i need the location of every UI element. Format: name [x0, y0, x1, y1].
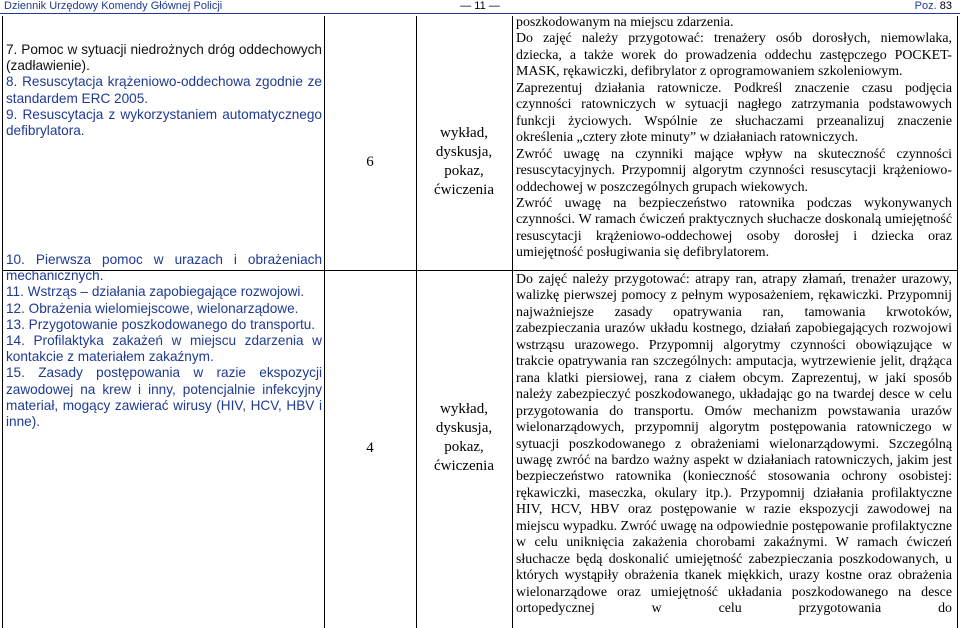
method-item: wykład,	[440, 401, 488, 417]
page-number: — 11 —	[460, 0, 500, 12]
method-item: dyskusja,	[435, 420, 493, 436]
curriculum-table	[0, 16, 960, 628]
table-divider-2	[416, 16, 417, 628]
table-divider-1	[324, 16, 325, 628]
journal-title: Dziennik Urzędowy Komendy Głównej Policji	[4, 0, 223, 12]
description-paragraph: Zaprezentuj działania ratownicze. Podkreśl znaczenie czasu podjęcia czynności ratowniczych w sytuacji nagłego zatrzymania podstawowych funkcji życiowych. Wspólnie ze słuchaczami przeanalizuj znaczenie określenia „cztery złote minuty” w działaniach ratowniczych.	[516, 80, 952, 146]
method-item: ćwiczenia	[434, 458, 494, 474]
topic-item: 12. Obrażenia wielomiejscowe, wielonarządowe.	[6, 300, 299, 316]
table-border-right	[957, 16, 958, 628]
position-prefix: Poz.	[914, 0, 937, 12]
description-paragraph: Zwróć uwagę na czynniki mające wpływ na skuteczność czynności resuscytacyjnych. Przypomnij algorytm czynności resuscytacji krążeniowo-oddechowej w poszczególnych grupach wiekowych.	[516, 146, 952, 195]
description-paragraph: Zwróć uwagę na bezpieczeństwo ratownika podczas wykonywanych czynności. W ramach ćwiczeń praktycznych słuchacze doskonalą umiejętność resuscytacji krążeniowo-oddechowej osoby dorosłej i dziecka oraz umiejętność posługiwania się defibrylatorem.	[516, 195, 952, 261]
table-divider-3	[512, 16, 513, 628]
topic-item: 11. Wstrząs – działania zapobiegające rozwojowi.	[6, 284, 305, 300]
topic-item: 8. Resuscytacja krążeniowo-oddechowa zgodnie ze standardem ERC 2005.	[6, 74, 322, 106]
position-label	[915, 0, 952, 13]
description-paragraph: Do zajęć należy przygotować: atrapy ran, atrapy złamań, trenażer urazowy, walizkę pierwszej pomocy z pełnym wyposażeniem, rękawiczki. Przypomnij najważniejsze zasady opatrywania ran, tamowania krwotoków, zabezpieczania urazów układu kostnego, działań zapobiegających rozwojowi wstrząsu urazowego. Przypomnij algorytmy czynności obowiązujące w trakcie opatrywania ran szczególnych: amputacja, wytrzewienie jelit, drążąca rana klatki piersiowej, rana z ciałem obcym. Zaprezentuj, w jaki sposób należy zabezpieczyć poszkodowanego, układając go na twardej desce w celu przygotowania do transportu. Omów mechanizm powstawania urazów wielonarządowych, przypomnij algorytm postępowania ratowniczego w sytuacji poszkodowanego z obrażeniami wielonarządowymi. Szczególną uwagę zwróć na bardzo ważny aspekt w działaniach ratowniczych, jakim jest bezpieczeństwo ratownika (konieczność stosowania ochrony osobistej: rękawiczki, maseczka, okulary itp.). Przypomnij działania profilaktyczne HIV, HCV, HBV oraz postępowanie w razie ekspozycji zawodowej na miejscu wypadku. Zwróć uwagę na odpowiednie postępowanie profilaktyczne w celu uniknięcia zakażenia chorobami zakaźnymi. W ramach ćwiczeń słuchacze będą doskonalić umiejętność zabezpieczania poszkodowanych, u których wystąpiły obrażenia tkanek miękkich, urazy kostne oraz obrażenia wielonarządowe oraz umiejętność układania poszkodowanego na desce ortopedycznej w celu przygotowania do	[516, 272, 952, 617]
row2-methods	[418, 400, 510, 476]
row2-description	[516, 272, 952, 618]
topic-item: 10. Pierwsza pomoc w urazach i obrażeniach mechanicznych.	[6, 252, 322, 284]
method-item: ćwiczenia	[434, 182, 494, 198]
page-header	[0, 0, 960, 14]
method-item: dyskusja,	[435, 144, 493, 160]
position-number: 83	[939, 0, 952, 12]
topic-item: 15. Zasady postępowania w razie ekspozycji zawodowej na krew i inny, potencjalnie infekcyjny materiał, mogący zawierać wirusy (HIV, HCV, HBV i inne).	[6, 365, 322, 430]
method-item: wykład,	[440, 125, 488, 141]
description-paragraph: poszkodowanym na miejscu zdarzenia.	[516, 15, 734, 30]
row2-topics	[6, 252, 322, 430]
row1-methods	[418, 124, 510, 200]
description-paragraph: Do zajęć należy przygotować: trenażery osób dorosłych, niemowlaka, dziecka, a także worek do prowadzenia oddechu zastępczego POCKET-MASK, rękawiczki, defibrylator z oprogramowaniem szkoleniowym.	[516, 31, 952, 80]
topic-item: 14. Profilaktyka zakażeń w miejscu zdarzenia w kontakcie z materiałem zakaźnym.	[6, 333, 322, 365]
row1-hours: 6	[366, 154, 374, 170]
method-item: pokaz,	[444, 439, 484, 455]
topic-item: 13. Przygotowanie poszkodowanego do transportu.	[6, 316, 316, 332]
row2-hours: 4	[366, 440, 374, 456]
topic-item: 9. Resuscytacja z wykorzystaniem automatycznego defibrylatora.	[6, 106, 322, 139]
row1-topics	[6, 42, 322, 139]
row1-description	[516, 15, 952, 262]
method-item: pokaz,	[444, 163, 484, 179]
header-rule	[0, 13, 960, 14]
topic-item: 7. Pomoc w sytuacji niedrożnych dróg oddechowych (zadławienie).	[6, 42, 322, 74]
table-border-left	[2, 16, 3, 628]
